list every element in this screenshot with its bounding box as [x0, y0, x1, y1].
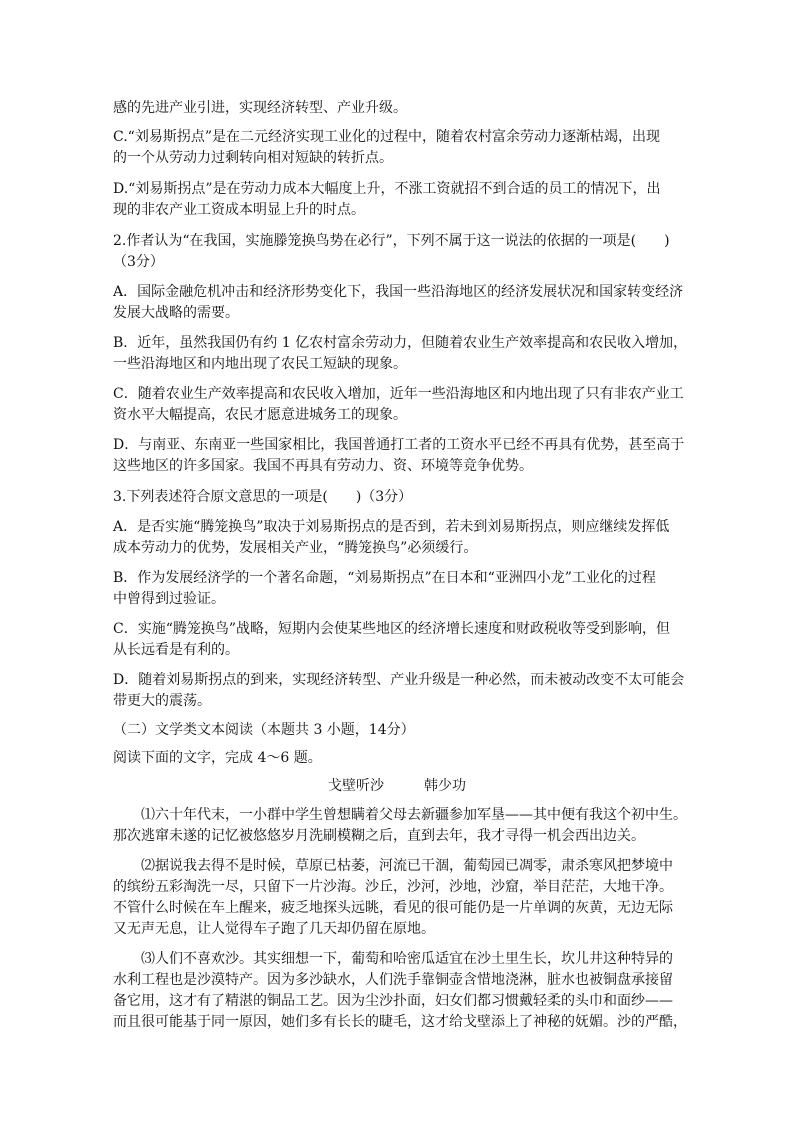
- text-line: 资水平大幅提高，农民才愿意进城务工的现象。: [113, 407, 407, 423]
- paragraph-1-line: 那次逃窜未遂的记忆被悠悠岁月洗刷模糊之后，直到去年，我才寻得一机会西出边关。: [113, 828, 645, 844]
- paragraph-3-line: 水利工程也是沙漠特产。因为多沙缺水，人们洗手靠铜壶含惜地浇淋，脏水也被铜盘承接留: [113, 972, 673, 988]
- text-line: 成本劳动力的优势，发展相关产业，“腾笼换鸟”必须缓行。: [113, 540, 478, 556]
- text-line: 发展大战略的需要。: [113, 305, 239, 321]
- paragraph-3-line: 备它用，这才有了精湛的铜品工艺。因为尘沙扑面，妇女们都习惯戴轻柔的头巾和面纱——: [113, 993, 673, 1009]
- option-c-line: C．随着农业生产效率提高和农民收入增加，近年一些沿海地区和内地出现了只有非农产业工: [113, 386, 684, 402]
- reading-instruction: 阅读下面的文字，完成 4～6 题。: [113, 750, 322, 766]
- question-2: 2.作者认为“在我国，实施滕笼换鸟势在必行”，下列不属于这一说法的依据的一项是( ): [113, 233, 670, 249]
- paragraph-2-line: 又无声无息，让人觉得车子跑了几天却仍留在原地。: [113, 921, 435, 937]
- paragraph-2-line: 的缤纷五彩淘洗一尽，只留下一片沙海。沙丘，沙河，沙地，沙窟，举目茫茫，大地干净。: [113, 879, 673, 895]
- option-c-line: C．实施“腾笼换鸟”战略，短期内会使某些地区的经济增长速度和财政税收等受到影响，但: [113, 621, 671, 637]
- paragraph-1-line: ⑴六十年代末，一小群中学生曾想瞒着父母去新疆参加军垦——其中便有我这个初中生。: [141, 807, 687, 823]
- text-line: 带更大的震荡。: [113, 693, 211, 709]
- author-name: 韩少功: [424, 778, 466, 794]
- option-d-line: D.“刘易斯拐点”是在劳动力成本大幅度上升，不涨工资就招不到合适的员工的情况下，出: [113, 181, 661, 197]
- text-line: 一些沿海地区和内地出现了农民工短缺的现象。: [113, 356, 407, 372]
- option-c-line: C.“刘易斯拐点”是在二元经济实现工业化的过程中，随着农村富余劳动力逐渐枯竭，出现: [113, 129, 660, 145]
- text-line: 的一个从劳动力过剩转向相对短缺的转折点。: [113, 150, 393, 166]
- option-d-line: D．与南亚、东南亚一些国家相比，我国普通打工者的工资水平已经不再具有优势，甚至高于: [113, 437, 685, 453]
- text-line: 现的非农产业工资成本明显上升的时点。: [113, 202, 365, 218]
- paragraph-3-line: ⑶人们不喜欢沙。其实细想一下，葡萄和哈密瓜适宜在沙土里生长，坎儿井这种特异的: [141, 951, 673, 967]
- question-3: 3.下列表述符合原文意思的一项是( )（3分）: [113, 489, 413, 505]
- option-a-line: A．是否实施“腾笼换鸟”取决于刘易斯拐点的是否到，若未到刘易斯拐点，则应继续发挥低: [113, 519, 670, 535]
- option-b-line: B．作为发展经济学的一个著名命题，“刘易斯拐点”在日本和“亚洲四小龙”工业化的过程: [113, 570, 656, 586]
- option-b-line: B．近年，虽然我国仍有约 1 亿农村富余劳动力，但随着农业生产效率提高和农民收入增加，: [113, 335, 688, 351]
- text-line: 中曾得到过验证。: [113, 591, 225, 607]
- paragraph-2-line: 不管什么时候在车上醒来，疲乏地探头远眺，看见的很可能仍是一片单调的灰黄，无边无际: [113, 900, 673, 916]
- question-2-score: （3分）: [113, 254, 164, 270]
- text-line: 这些地区的许多国家。我国不再具有劳动力、资、环境等竞争优势。: [113, 458, 533, 474]
- paragraph-2-line: ⑵据说我去得不是时候，草原已枯萎，河流已干涸，葡萄园已凋零，肃杀寒风把梦境中: [141, 858, 673, 874]
- title-text: 戈壁听沙: [328, 778, 384, 794]
- paragraph-3-line: 而且很可能基于同一原因，她们多有长长的睫毛，这才给戈壁添上了神秘的妩媚。沙的严酷，: [113, 1014, 687, 1030]
- section-heading: （二）文学类文本阅读（本题共 3 小题，14分）: [113, 722, 415, 738]
- option-a-line: A．国际金融危机冲击和经济形势变化下，我国一些沿海地区的经济发展状况和国家转变经济: [113, 284, 684, 300]
- text-line: 感的先进产业引进，实现经济转型、产业升级。: [113, 100, 407, 116]
- option-d-line: D．随着刘易斯拐点的到来，实现经济转型、产业升级是一种必然，而未被动改变不太可能会: [113, 672, 685, 688]
- text-line: 从长远看是有利的。: [113, 642, 239, 658]
